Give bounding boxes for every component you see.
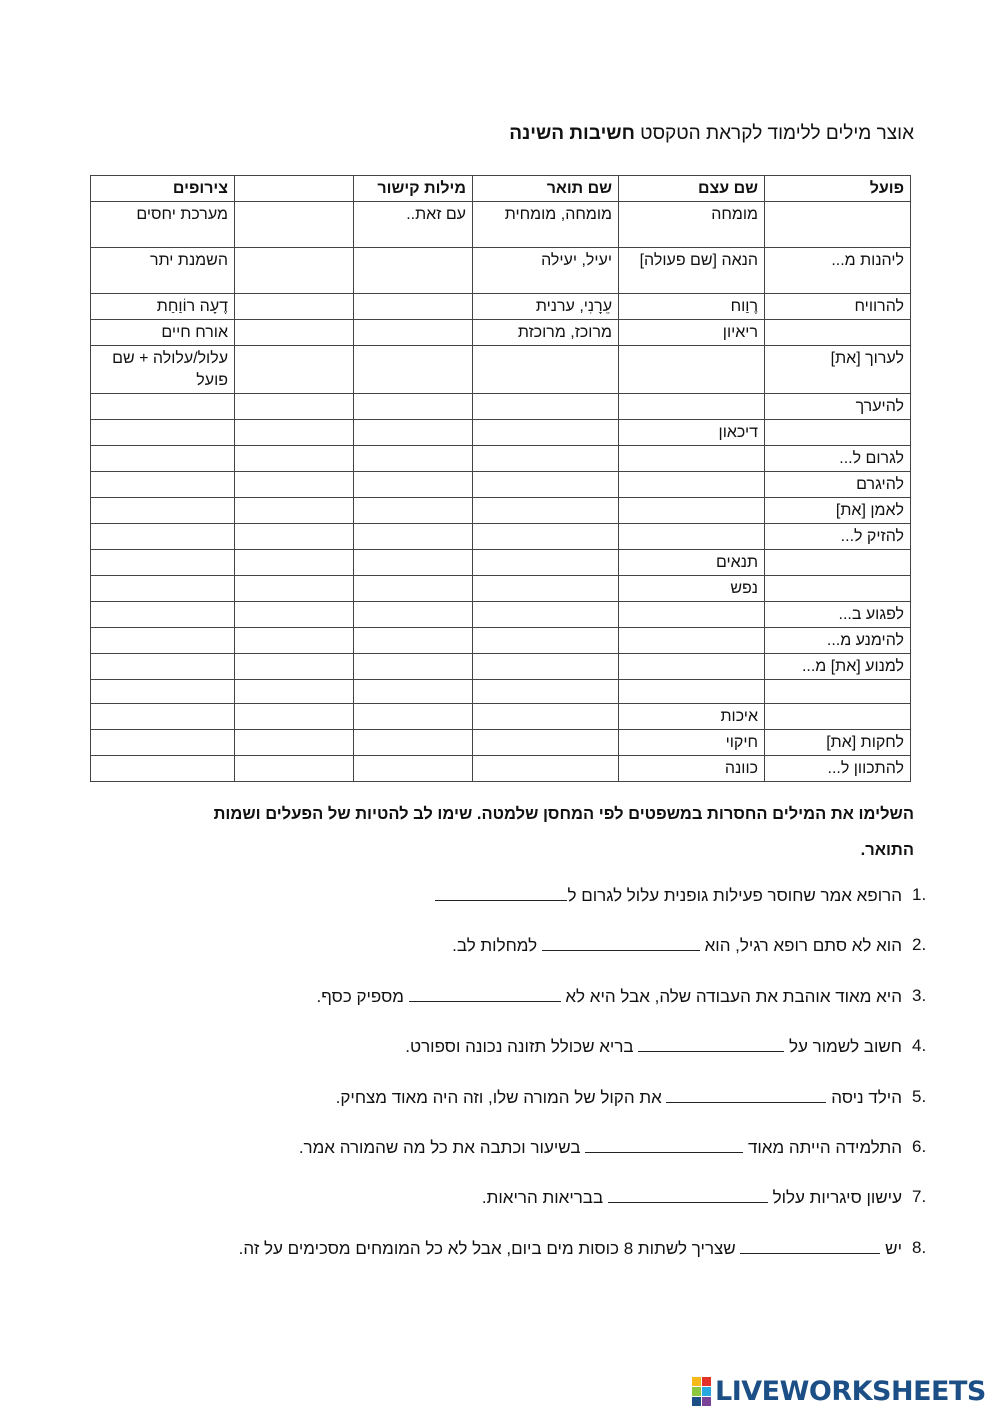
table-cell <box>765 202 911 248</box>
table-row <box>91 202 911 248</box>
table-cell <box>354 346 473 394</box>
table-cell <box>354 730 473 756</box>
table-cell <box>354 704 473 730</box>
table-cell <box>235 248 354 294</box>
table-row <box>91 472 911 498</box>
answer-blank[interactable] <box>608 1184 768 1203</box>
table-row <box>91 420 911 446</box>
sentence-text <box>239 1235 912 1262</box>
sentence-text <box>482 1184 912 1211</box>
table-cell <box>354 294 473 320</box>
table-row <box>91 680 911 704</box>
table-cell <box>235 628 354 654</box>
table-cell <box>91 704 235 730</box>
table-cell <box>235 654 354 680</box>
answer-blank[interactable] <box>542 932 700 951</box>
sentence-number: 6. <box>912 1136 927 1156</box>
table-cell: להתכוון ל... <box>765 756 911 782</box>
table-cell: עם זאת.. <box>354 202 473 248</box>
table-cell <box>619 628 765 654</box>
logo-square <box>692 1397 701 1406</box>
table-cell <box>235 576 354 602</box>
sentence-text <box>336 1084 912 1111</box>
table-cell: יעיל, יעילה <box>473 248 619 294</box>
logo-square <box>692 1387 701 1396</box>
table-cell <box>354 394 473 420</box>
sentence-item <box>144 983 944 1033</box>
sentence-before-blank: התלמידה הייתה מאוד <box>743 1137 902 1157</box>
table-cell <box>473 654 619 680</box>
table-cell: מרוכז, מרוכזת <box>473 320 619 346</box>
sentence-number: 4. <box>912 1036 927 1056</box>
answer-blank[interactable] <box>666 1084 826 1103</box>
table-cell <box>765 704 911 730</box>
table-cell <box>765 680 911 704</box>
table-cell: מערכת יחסים <box>91 202 235 248</box>
sentence-item <box>144 882 944 932</box>
table-row <box>91 628 911 654</box>
sentence-before-blank: הרופא אמר שחוסר פעילות גופנית עלול לגרום ל <box>567 886 902 905</box>
table-cell <box>473 704 619 730</box>
table-cell <box>619 654 765 680</box>
table-cell: נפש <box>619 576 765 602</box>
table-cell <box>473 602 619 628</box>
column-header: צירופים <box>91 176 235 202</box>
table-cell: להימנע מ... <box>765 628 911 654</box>
sentence-list <box>144 882 944 1285</box>
column-header <box>235 176 354 202</box>
table-cell <box>354 550 473 576</box>
table-cell <box>91 756 235 782</box>
table-cell <box>91 602 235 628</box>
table-cell <box>235 680 354 704</box>
table-cell: לחקות [את] <box>765 730 911 756</box>
table-cell <box>473 446 619 472</box>
table-cell <box>354 420 473 446</box>
table-row <box>91 524 911 550</box>
table-cell <box>473 498 619 524</box>
table-row <box>91 730 911 756</box>
table-cell <box>765 550 911 576</box>
table-cell <box>354 320 473 346</box>
table-cell <box>473 576 619 602</box>
table-cell <box>473 730 619 756</box>
sentence-number: 1. <box>912 885 927 904</box>
table-cell <box>354 628 473 654</box>
table-cell <box>354 576 473 602</box>
table-cell <box>91 680 235 704</box>
table-cell <box>91 730 235 756</box>
logo-square <box>702 1397 711 1406</box>
table-cell <box>91 394 235 420</box>
table-cell <box>235 446 354 472</box>
logo-text: LIVEWORKSHEETS <box>715 1375 986 1407</box>
table-row <box>91 294 911 320</box>
sentence-item <box>144 1235 944 1285</box>
answer-blank[interactable] <box>585 1134 743 1153</box>
sentence-after-blank: שצריך לשתות 8 כוסות מים ביום, אבל לא כל המומחים מסכימים על זה. <box>238 1238 741 1258</box>
table-cell: למנוע [את] מ... <box>765 654 911 680</box>
table-cell <box>235 294 354 320</box>
table-cell <box>354 602 473 628</box>
table-cell <box>235 320 354 346</box>
table-row <box>91 346 911 394</box>
table-row <box>91 498 911 524</box>
answer-blank[interactable] <box>638 1033 784 1052</box>
table-cell: אורח חיים <box>91 320 235 346</box>
table-cell <box>765 576 911 602</box>
table-cell: כוונה <box>619 756 765 782</box>
table-cell <box>235 472 354 498</box>
sentence-after-blank: מספיק כסף. <box>316 986 409 1006</box>
table-header-row <box>91 176 911 202</box>
table-cell <box>235 756 354 782</box>
liveworksheets-logo <box>692 1376 992 1406</box>
table-cell <box>619 446 765 472</box>
sentence-item <box>144 1033 944 1083</box>
title-prefix: אוצר מילים ללימוד לקראת הטקסט <box>634 123 914 144</box>
table-cell: לגרום ל... <box>765 446 911 472</box>
sentence-before-blank: חשוב לשמור על <box>784 1037 902 1057</box>
sentence-number: 8. <box>912 1237 927 1257</box>
table-cell <box>91 628 235 654</box>
answer-blank[interactable] <box>409 983 561 1002</box>
table-cell <box>354 498 473 524</box>
sentence-before-blank: היא מאוד אוהבת את העבודה שלה, אבל היא לא <box>560 986 902 1006</box>
table-cell <box>354 472 473 498</box>
sentence-after-blank: בריא שכולל תזונה נכונה וספורט. <box>405 1037 639 1057</box>
table-row <box>91 550 911 576</box>
table-cell <box>473 680 619 704</box>
table-cell <box>619 498 765 524</box>
sentence-item <box>144 932 944 982</box>
table-cell: השמנת יתר <box>91 248 235 294</box>
table-cell: עֵרָנִי, ערנית <box>473 294 619 320</box>
sentence-text <box>452 932 912 959</box>
answer-blank[interactable] <box>435 882 567 901</box>
sentence-after-blank: בשיעור וכתבה את כל מה שהמורה אמר. <box>298 1137 586 1157</box>
table-cell: להרוויח <box>765 294 911 320</box>
table-cell <box>91 576 235 602</box>
table-cell <box>91 498 235 524</box>
column-header: מילות קישור <box>354 176 473 202</box>
table-cell <box>91 550 235 576</box>
table-row <box>91 320 911 346</box>
table-cell <box>235 704 354 730</box>
table-cell <box>235 602 354 628</box>
table-cell <box>473 756 619 782</box>
sentence-text <box>435 882 912 909</box>
table-cell: תנאים <box>619 550 765 576</box>
table-cell <box>765 420 911 446</box>
table-cell: חיקוי <box>619 730 765 756</box>
table-cell <box>354 756 473 782</box>
sentence-after-blank: בבריאות הריאות. <box>481 1188 608 1208</box>
table-cell: מומחה, מומחית <box>473 202 619 248</box>
instructions: השלימו את המילים החסרות במשפטים לפי המחסן שלמטה. שימו לב להטיות של הפעלים ושמות התואר. <box>213 805 914 859</box>
sentence-before-blank: עישון סיגריות עלול <box>767 1188 902 1208</box>
sentence-before-blank: הוא לא סתם רופא רגיל, הוא <box>699 936 902 956</box>
sentence-number: 5. <box>912 1086 927 1106</box>
table-cell <box>235 550 354 576</box>
sentence-item <box>144 1134 944 1184</box>
sentence-item <box>144 1084 944 1134</box>
sentence-number: 3. <box>912 985 927 1005</box>
table-cell <box>473 524 619 550</box>
table-cell <box>235 394 354 420</box>
logo-square <box>692 1377 701 1386</box>
table-cell <box>619 680 765 704</box>
table-cell: להיגרם <box>765 472 911 498</box>
table-cell: עלול/עלולה + שם פועל <box>91 346 235 394</box>
table-row <box>91 394 911 420</box>
vocabulary-table <box>90 175 911 782</box>
table-cell: ליהנות מ... <box>765 248 911 294</box>
table-cell <box>619 524 765 550</box>
table-row <box>91 576 911 602</box>
table-row <box>91 704 911 730</box>
table-cell <box>473 420 619 446</box>
table-cell <box>354 446 473 472</box>
table-cell <box>354 248 473 294</box>
logo-square <box>702 1387 711 1396</box>
table-cell <box>91 524 235 550</box>
sentence-after-blank: למחלות לב. <box>452 936 542 956</box>
table-cell: הנאה [שם פעולה] <box>619 248 765 294</box>
table-row <box>91 654 911 680</box>
table-cell <box>235 498 354 524</box>
table-cell <box>619 346 765 394</box>
table-cell: להזיק ל... <box>765 524 911 550</box>
sentence-text <box>317 983 912 1010</box>
table-cell <box>235 420 354 446</box>
table-cell: לערוך [את] <box>765 346 911 394</box>
table-cell <box>354 680 473 704</box>
table-cell <box>473 394 619 420</box>
table-cell <box>91 654 235 680</box>
table-cell: לפגוע ב... <box>765 602 911 628</box>
sentence-after-blank: את הקול של המורה שלו, וזה היה מאוד מצחיק. <box>335 1087 667 1107</box>
sentence-before-blank: יש <box>880 1238 902 1258</box>
table-cell <box>619 472 765 498</box>
table-cell <box>235 730 354 756</box>
table-row <box>91 248 911 294</box>
answer-blank[interactable] <box>740 1235 880 1254</box>
logo-square <box>702 1377 711 1386</box>
table-cell: להיערך <box>765 394 911 420</box>
title-bold: חשיבות השינה <box>509 123 635 144</box>
sentence-before-blank: הילד ניסה <box>826 1087 902 1107</box>
table-cell: רֶוַוח <box>619 294 765 320</box>
table-cell: ריאיון <box>619 320 765 346</box>
table-cell: לאמן [את] <box>765 498 911 524</box>
table-cell <box>765 320 911 346</box>
table-cell <box>619 394 765 420</box>
table-cell <box>473 628 619 654</box>
table-cell <box>235 524 354 550</box>
table-cell <box>235 346 354 394</box>
table-cell <box>619 602 765 628</box>
table-cell <box>235 202 354 248</box>
logo-mark-icon <box>692 1377 711 1406</box>
sentence-item <box>144 1184 944 1234</box>
table-cell: דיכאון <box>619 420 765 446</box>
column-header: פועל <box>765 176 911 202</box>
table-cell <box>91 446 235 472</box>
worksheet-title <box>94 123 914 145</box>
column-header: שם תואר <box>473 176 619 202</box>
table-cell <box>473 472 619 498</box>
table-cell <box>91 420 235 446</box>
sentence-number: 2. <box>912 935 927 955</box>
sentence-text <box>405 1033 912 1060</box>
table-row <box>91 446 911 472</box>
table-cell: איכות <box>619 704 765 730</box>
table-cell <box>354 524 473 550</box>
table-cell: מומחה <box>619 202 765 248</box>
table-row <box>91 602 911 628</box>
table-cell: דֶעָה רוֹוַחַת <box>91 294 235 320</box>
table-cell <box>473 550 619 576</box>
table-row <box>91 756 911 782</box>
sentence-text <box>299 1134 912 1161</box>
sentence-number: 7. <box>912 1187 927 1207</box>
table-cell <box>91 472 235 498</box>
table-cell <box>354 654 473 680</box>
table-cell <box>473 346 619 394</box>
column-header: שם עצם <box>619 176 765 202</box>
